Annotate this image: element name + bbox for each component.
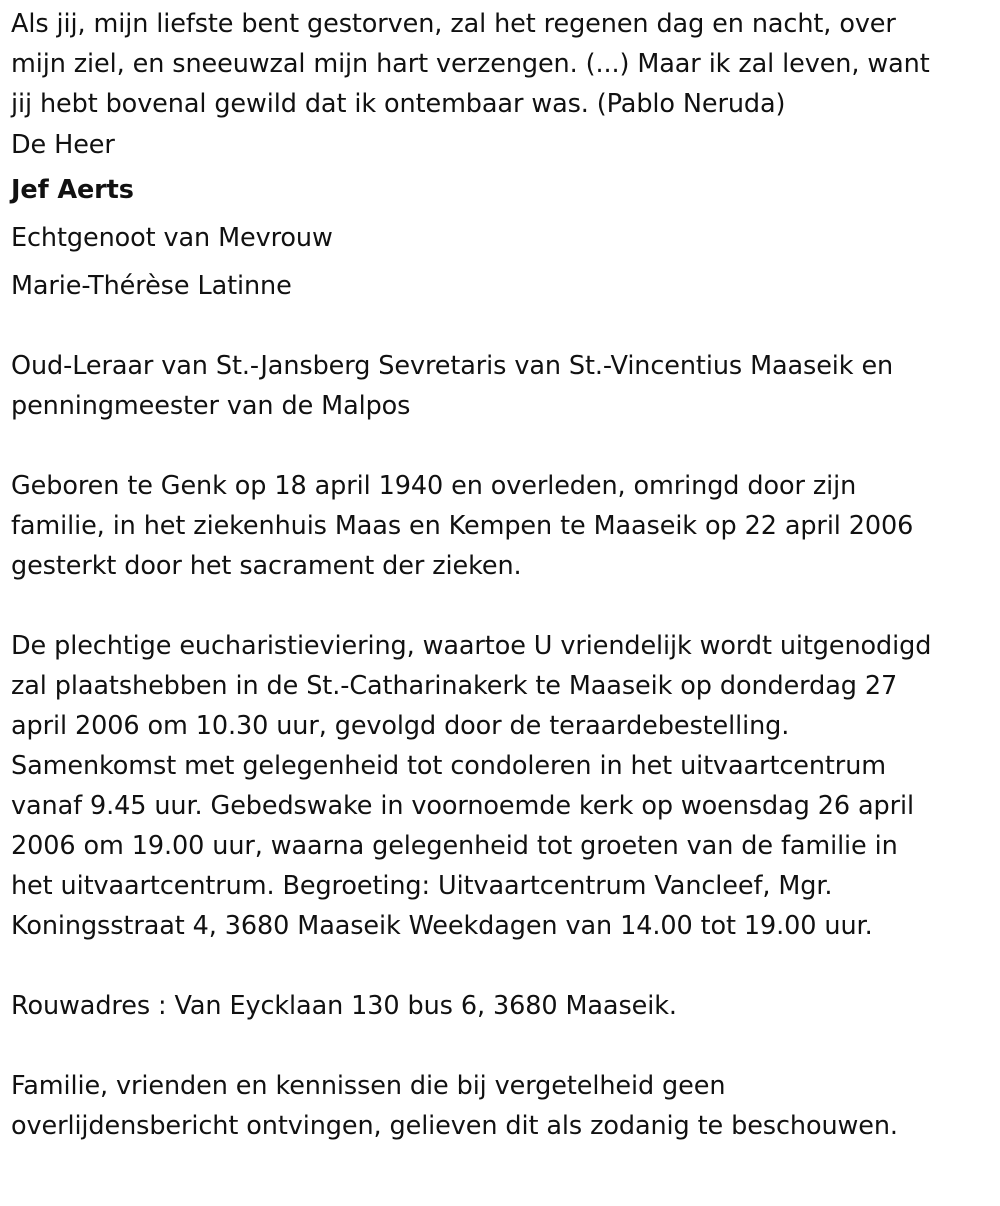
quote-line: Als jij, mijn liefste bent gestorven, zal het regenen dag en nacht, over — [11, 9, 896, 39]
salutation: De Heer — [11, 130, 115, 160]
deceased-name: Jef Aerts — [11, 175, 134, 205]
ceremony-line: 2006 om 19.00 uur, waarna gelegenheid tot groeten van de familie in — [11, 831, 898, 861]
ceremony-line: zal plaatshebben in de St.-Catharinakerk te Maaseik op donderdag 27 — [11, 671, 898, 701]
ceremony-line: het uitvaartcentrum. Begroeting: Uitvaartcentrum Vancleef, Mgr. — [11, 871, 833, 901]
occupation-paragraph — [11, 346, 991, 426]
ceremony-line: Koningsstraat 4, 3680 Maaseik Weekdagen van 14.00 tot 19.00 uur. — [11, 911, 873, 941]
mourning-address — [11, 986, 991, 1026]
ceremony-line: Samenkomst met gelegenheid tot condoleren in het uitvaartcentrum — [11, 751, 886, 781]
quote-paragraph — [11, 4, 991, 124]
closing-line: Familie, vrienden en kennissen die bij vergetelheid geen — [11, 1071, 726, 1101]
ceremony-line: april 2006 om 10.30 uur, gevolgd door de teraardebestelling. — [11, 711, 790, 741]
closing-paragraph — [11, 1066, 991, 1146]
occupation-line: penningmeester van de Malpos — [11, 391, 411, 421]
occupation-line: Oud-Leraar van St.-Jansberg Sevretaris van St.-Vincentius Maaseik en — [11, 351, 894, 381]
birth-death-paragraph — [11, 466, 991, 586]
quote-line: mijn ziel, en sneeuwzal mijn hart verzengen. (...) Maar ik zal leven, want — [11, 49, 930, 79]
ceremony-paragraph — [11, 626, 991, 946]
obituary-document — [11, 4, 991, 1146]
ceremony-line: De plechtige eucharistieviering, waartoe U vriendelijk wordt uitgenodigd — [11, 631, 932, 661]
birth-death-line: familie, in het ziekenhuis Maas en Kempen te Maaseik op 22 april 2006 — [11, 511, 914, 541]
quote-line: jij hebt bovenal gewild dat ik ontembaar was. (Pablo Neruda) — [11, 89, 786, 119]
birth-death-line: gesterkt door het sacrament der zieken. — [11, 551, 522, 581]
birth-death-line: Geboren te Genk op 18 april 1940 en overleden, omringd door zijn — [11, 471, 857, 501]
spouse-name: Marie-Thérèse Latinne — [11, 271, 292, 301]
spouse-line: Echtgenoot van Mevrouw — [11, 223, 333, 253]
closing-line: overlijdensbericht ontvingen, gelieven dit als zodanig te beschouwen. — [11, 1111, 898, 1141]
address-line: Rouwadres : Van Eycklaan 130 bus 6, 3680 Maaseik. — [11, 991, 677, 1021]
ceremony-line: vanaf 9.45 uur. Gebedswake in voornoemde kerk op woensdag 26 april — [11, 791, 914, 821]
